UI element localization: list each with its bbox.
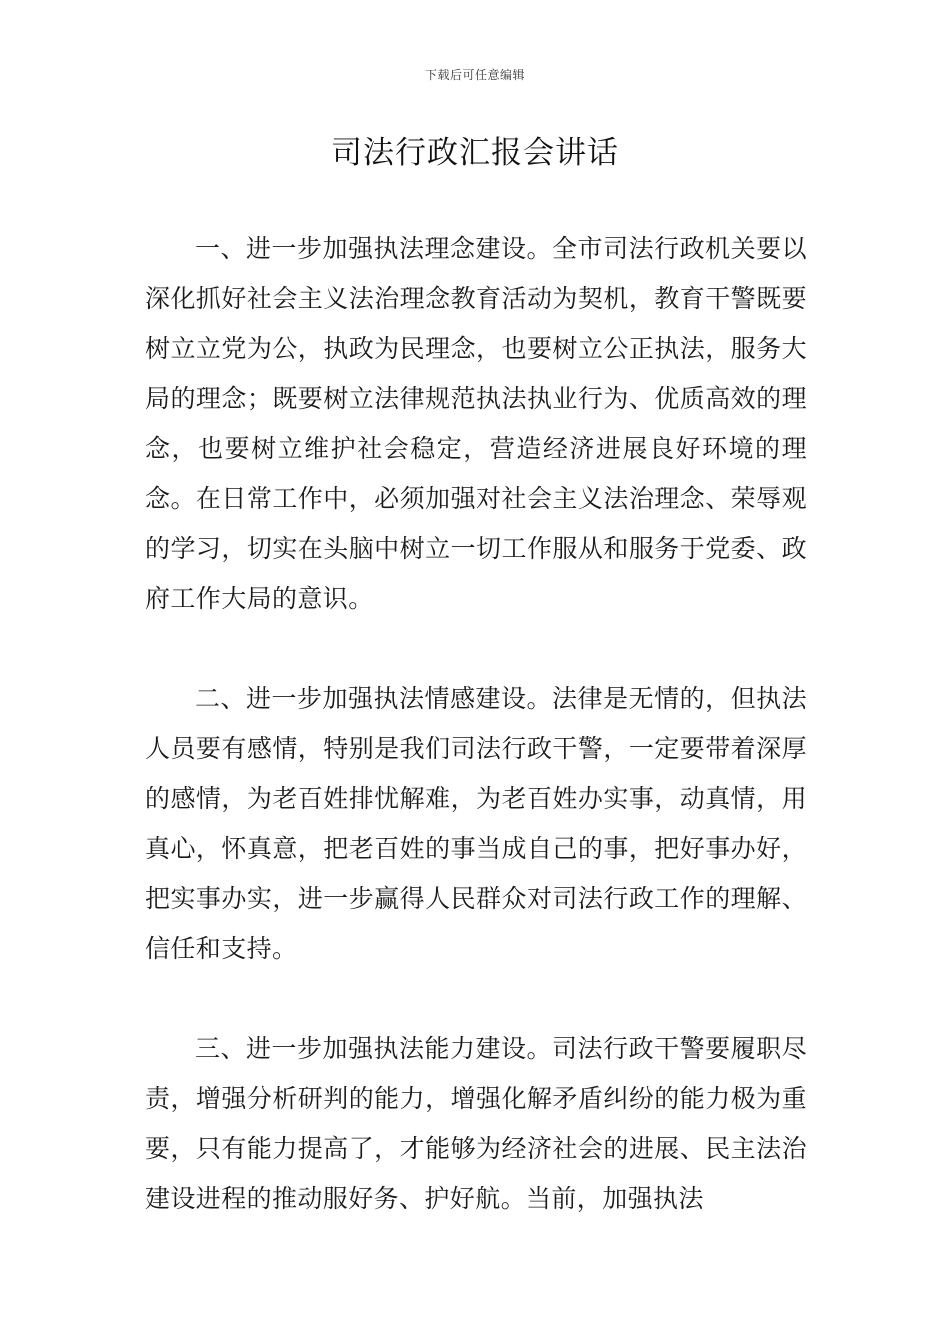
header-note: 下载后可任意编辑 — [424, 68, 525, 82]
paragraph-2: 二、进一步加强执法情感建设。法律是无情的，但执法人员要有感情，特别是我们司法行政干警，一定要带着深厚的感情，为老百姓排忧解难，为老百姓办实事，动真情，用真心，怀真意，把老百姓的事当成自己的事，把好事办好，把实事办实，进一步赢得人民群众对司法行政工作的理解、信任和支持。 — [145, 684, 807, 963]
paragraph-1: 一、进一步加强执法理念建设。全市司法行政机关要以深化抓好社会主义法治理念教育活动为契机，教育干警既要树立立党为公，执政为民理念，也要树立公正执法，服务大局的理念；既要树立法律规范执法执业行为、优质高效的理念，也要树立维护社会稳定，营造经济进展良好环境的理念。在日常工作中，必须加强对社会主义法治理念、荣辱观的学习，切实在头脑中树立一切工作服从和服务于党委、政府工作大局的意识。 — [145, 234, 807, 613]
document-body — [145, 224, 807, 1224]
paragraph-3: 三、进一步加强执法能力建设。司法行政干警要履职尽责，增强分析研判的能力，增强化解矛盾纠纷的能力极为重要，只有能力提高了，才能够为经济社会的进展、民主法治建设进程的推动服好务、护好航。当前，加强执法 — [145, 1034, 807, 1213]
document-title: 司法行政汇报会讲话 — [331, 135, 619, 171]
